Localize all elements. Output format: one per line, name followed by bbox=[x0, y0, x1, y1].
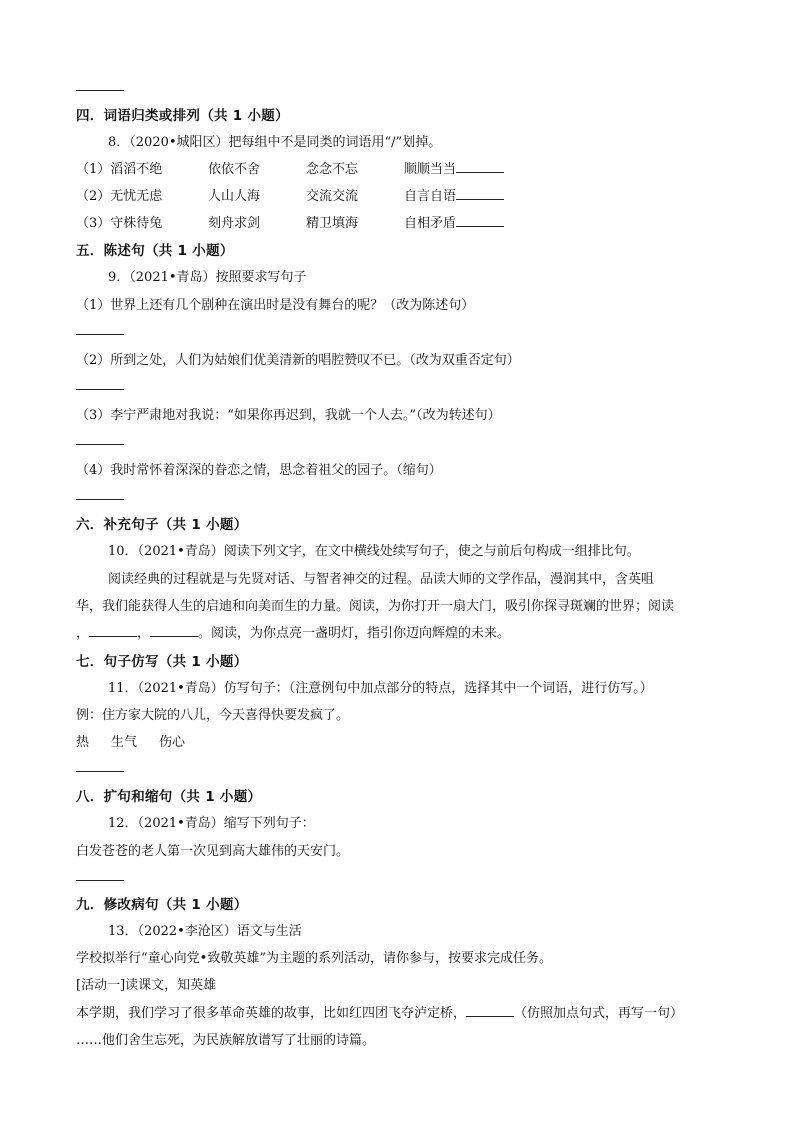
word-item: 念念不忘 bbox=[306, 162, 359, 177]
answer-blank[interactable] bbox=[456, 214, 504, 227]
word-choices bbox=[76, 731, 185, 750]
word-group-row bbox=[76, 158, 556, 176]
text-line: 学校拟举行“童心向党•致敬英雄”为主题的系列活动，请你参与，按要求完成任务。 bbox=[76, 951, 552, 966]
word-item: 刻舟求剑 bbox=[208, 216, 261, 231]
answer-blank[interactable] bbox=[150, 624, 198, 637]
word-item: 精卫填海 bbox=[306, 216, 359, 231]
activity-label: [活动一]读课文，知英雄 bbox=[76, 978, 217, 993]
punct: ， bbox=[76, 626, 90, 641]
word-text: 自相矛盾 bbox=[404, 216, 457, 231]
question-12: 12．（2021•青岛）缩写下列句子： bbox=[108, 816, 315, 831]
sub-question: （4）我时常怀着深深的眷恋之情，思念着祖父的园子。（缩句） bbox=[76, 463, 442, 478]
example-sentence: 例：住方家大院的八儿，今天喜得快要发疯了。 bbox=[76, 708, 350, 723]
passage-text: 。阅读，为你点亮一盏明灯，指引你迈向辉煌的未来。 bbox=[198, 626, 511, 641]
sub-question: （2）所到之处，人们为姑娘们优美清新的唱腔赞叹不已。（改为双重否定句） bbox=[76, 353, 520, 368]
word-item: 交流交流 bbox=[306, 189, 359, 204]
word-group-row bbox=[76, 185, 556, 203]
section-heading: 五．陈述句（共 1 小题） bbox=[76, 243, 234, 259]
answer-blank[interactable] bbox=[456, 187, 504, 200]
sub-question: （3）李宁严肃地对我说：“如果你再迟到，我就一个人去。”（改为转述句） bbox=[76, 408, 501, 423]
sub-question: （1）世界上还有几个剧种在演出时是没有舞台的呢？（改为陈述句） bbox=[76, 298, 475, 313]
answer-blank[interactable] bbox=[456, 160, 504, 173]
word-item bbox=[404, 185, 504, 204]
text-segment: （仿照加点句式，再写一句） bbox=[514, 1006, 684, 1021]
question-9: 9．（2021•青岛）按照要求写句子 bbox=[108, 270, 307, 285]
text-segment: 本学期，我们学习了很多革命英雄的故事，比如红四团飞夺泸定桥， bbox=[76, 1006, 467, 1021]
sentence: 白发苍苍的老人第一次见到高大雄伟的天安门。 bbox=[76, 844, 350, 859]
answer-blank[interactable] bbox=[76, 444, 124, 445]
answer-blank[interactable] bbox=[89, 624, 137, 637]
section-heading: 四．词语归类或排列（共 1 小题） bbox=[76, 108, 289, 124]
answer-blank[interactable] bbox=[76, 90, 124, 91]
section-heading: 九．修改病句（共 1 小题） bbox=[76, 897, 248, 913]
answer-blank[interactable] bbox=[76, 334, 124, 335]
word-item: 依依不舍 bbox=[208, 162, 261, 177]
answer-blank[interactable] bbox=[76, 389, 124, 390]
passage-line: 华，我们能获得人生的启迪和向美而生的力量。阅读，为你打开一扇大门，吸引你探寻斑斓的世界；阅读 bbox=[76, 599, 675, 614]
question-8: 8．（2020•城阳区）把每组中不是同类的词语用“/”划掉。 bbox=[108, 135, 442, 150]
answer-blank[interactable] bbox=[76, 880, 124, 881]
text-line: ……他们舍生忘死，为民族解放谱写了壮丽的诗篇。 bbox=[76, 1033, 376, 1048]
punct: ， bbox=[137, 626, 151, 641]
answer-blank[interactable] bbox=[466, 1004, 514, 1017]
section-heading: 八．扩句和缩句（共 1 小题） bbox=[76, 789, 262, 805]
word-text: 自言自语 bbox=[404, 189, 457, 204]
word-choice: 生气 bbox=[111, 735, 138, 750]
question-11: 11．（2021•青岛）仿写句子：（注意例句中加点部分的特点，选择其中一个词语，进行仿写。） bbox=[108, 681, 653, 696]
word-text: 顺顺当当 bbox=[404, 162, 457, 177]
word-choice: 热 bbox=[76, 735, 90, 750]
word-group-row bbox=[76, 212, 556, 230]
section-heading: 七．句子仿写（共 1 小题） bbox=[76, 654, 248, 670]
word-item: （2）无忧无虑 bbox=[76, 189, 163, 204]
word-item bbox=[404, 158, 504, 177]
question-10: 10．（2021•青岛）阅读下列文字，在文中横线处续写句子，使之与前后句构成一组排比句。 bbox=[108, 544, 640, 559]
passage-line: 阅读经典的过程就是与先贤对话、与智者神交的过程。品读大师的文学作品，漫润其中，含英咀 bbox=[108, 572, 655, 587]
word-item: （1）滔滔不绝 bbox=[76, 162, 163, 177]
word-choice: 伤心 bbox=[159, 735, 186, 750]
passage-line bbox=[76, 622, 510, 641]
answer-blank[interactable] bbox=[76, 771, 124, 772]
section-heading: 六．补充句子（共 1 小题） bbox=[76, 517, 248, 533]
word-item bbox=[404, 212, 504, 231]
question-13: 13．（2022•李沧区）语文与生活 bbox=[108, 924, 302, 939]
word-item: 人山人海 bbox=[208, 189, 261, 204]
word-item: （3）守株待兔 bbox=[76, 216, 163, 231]
answer-blank[interactable] bbox=[76, 499, 124, 500]
text-line bbox=[76, 1002, 683, 1021]
